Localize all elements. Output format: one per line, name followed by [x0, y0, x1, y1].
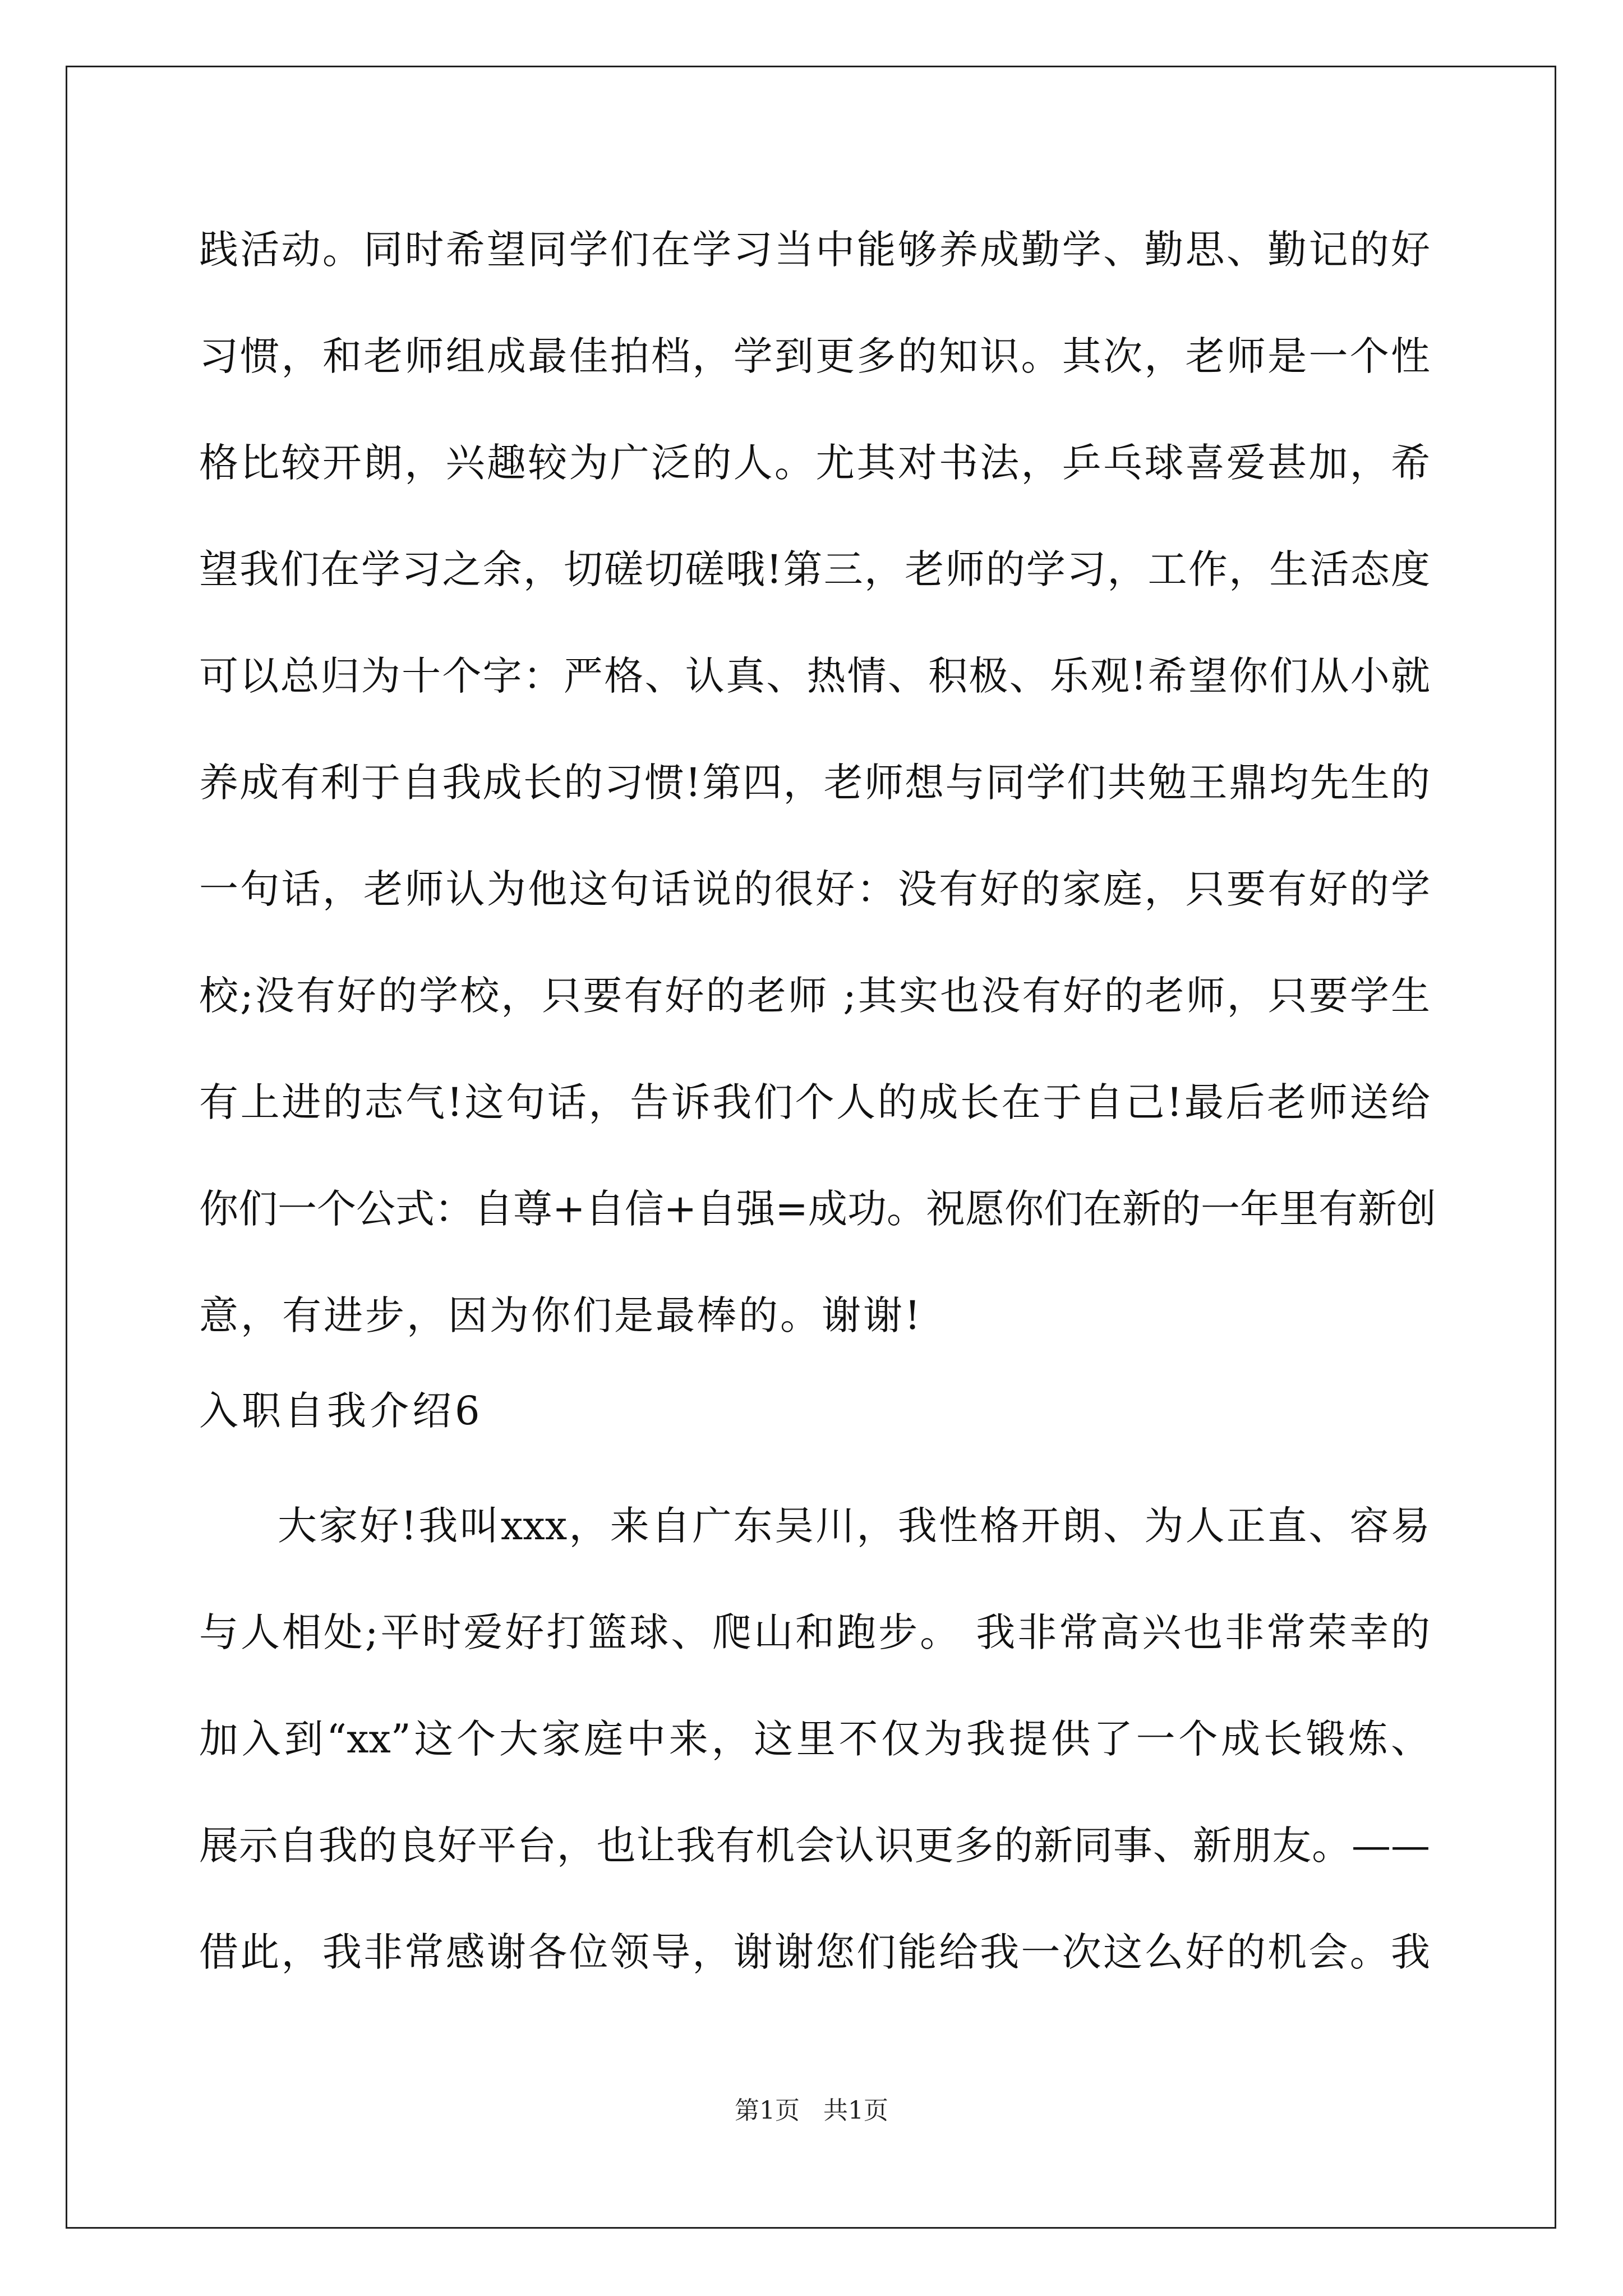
- page-footer: 第1页 共1页: [735, 2096, 888, 2125]
- paragraph-1-line: 一句话，老师认为他这句话说的很好：没有好的家庭，只要有好的学: [199, 866, 1430, 912]
- paragraph-1-line: 校;没有好的学校，只要有好的老师 ;其实也没有好的老师，只要学生: [199, 973, 1430, 1019]
- paragraph-1-line: 践活动。同时希望同学们在学习当中能够养成勤学、勤思、勤记的好: [199, 227, 1430, 273]
- paragraph-1-line: 格比较开朗，兴趣较为广泛的人。尤其对书法，乒乓球喜爱甚加，希: [199, 440, 1430, 486]
- paragraph-1-line: 习惯，和老师组成最佳拍档，学到更多的知识。其次，老师是一个性: [199, 333, 1430, 379]
- paragraph-1-line: 你们一个公式：自尊+自信+自强=成功。祝愿你们在新的一年里有新创: [199, 1186, 1436, 1232]
- section-heading: 入职自我介绍6: [199, 1388, 483, 1434]
- paragraph-2-line: 加入到“xx”这个大家庭中来，这里不仅为我提供了一个成长锻炼、: [199, 1716, 1430, 1762]
- paragraph-1-line: 可以总归为十个字：严格、认真、热情、积极、乐观!希望你们从小就: [199, 653, 1430, 699]
- paragraph-1-line: 有上进的志气!这句话，告诉我们个人的成长在于自己!最后老师送给: [199, 1079, 1430, 1125]
- paragraph-2-line: 与人相处;平时爱好打篮球、爬山和跑步。 我非常高兴也非常荣幸的: [199, 1609, 1430, 1655]
- paragraph-1-line: 养成有利于自我成长的习惯!第四，老师想与同学们共勉王鼎均先生的: [199, 760, 1430, 806]
- paragraph-2-line: 展示自我的良好平台，也让我有机会认识更多的新同事、新朋友。——: [199, 1823, 1430, 1869]
- paragraph-2-line: 借此，我非常感谢各位领导，谢谢您们能给我一次这么好的机会。我: [199, 1929, 1430, 1975]
- paragraph-1-line: 望我们在学习之余，切磋切磋哦!第三，老师的学习，工作，生活态度: [199, 546, 1430, 592]
- paragraph-1-line: 意，有进步，因为你们是最棒的。谢谢!: [199, 1292, 923, 1338]
- paragraph-2-line: 大家好!我叫xxx，来自广东吴川，我性格开朗、为人正直、容易: [278, 1503, 1430, 1549]
